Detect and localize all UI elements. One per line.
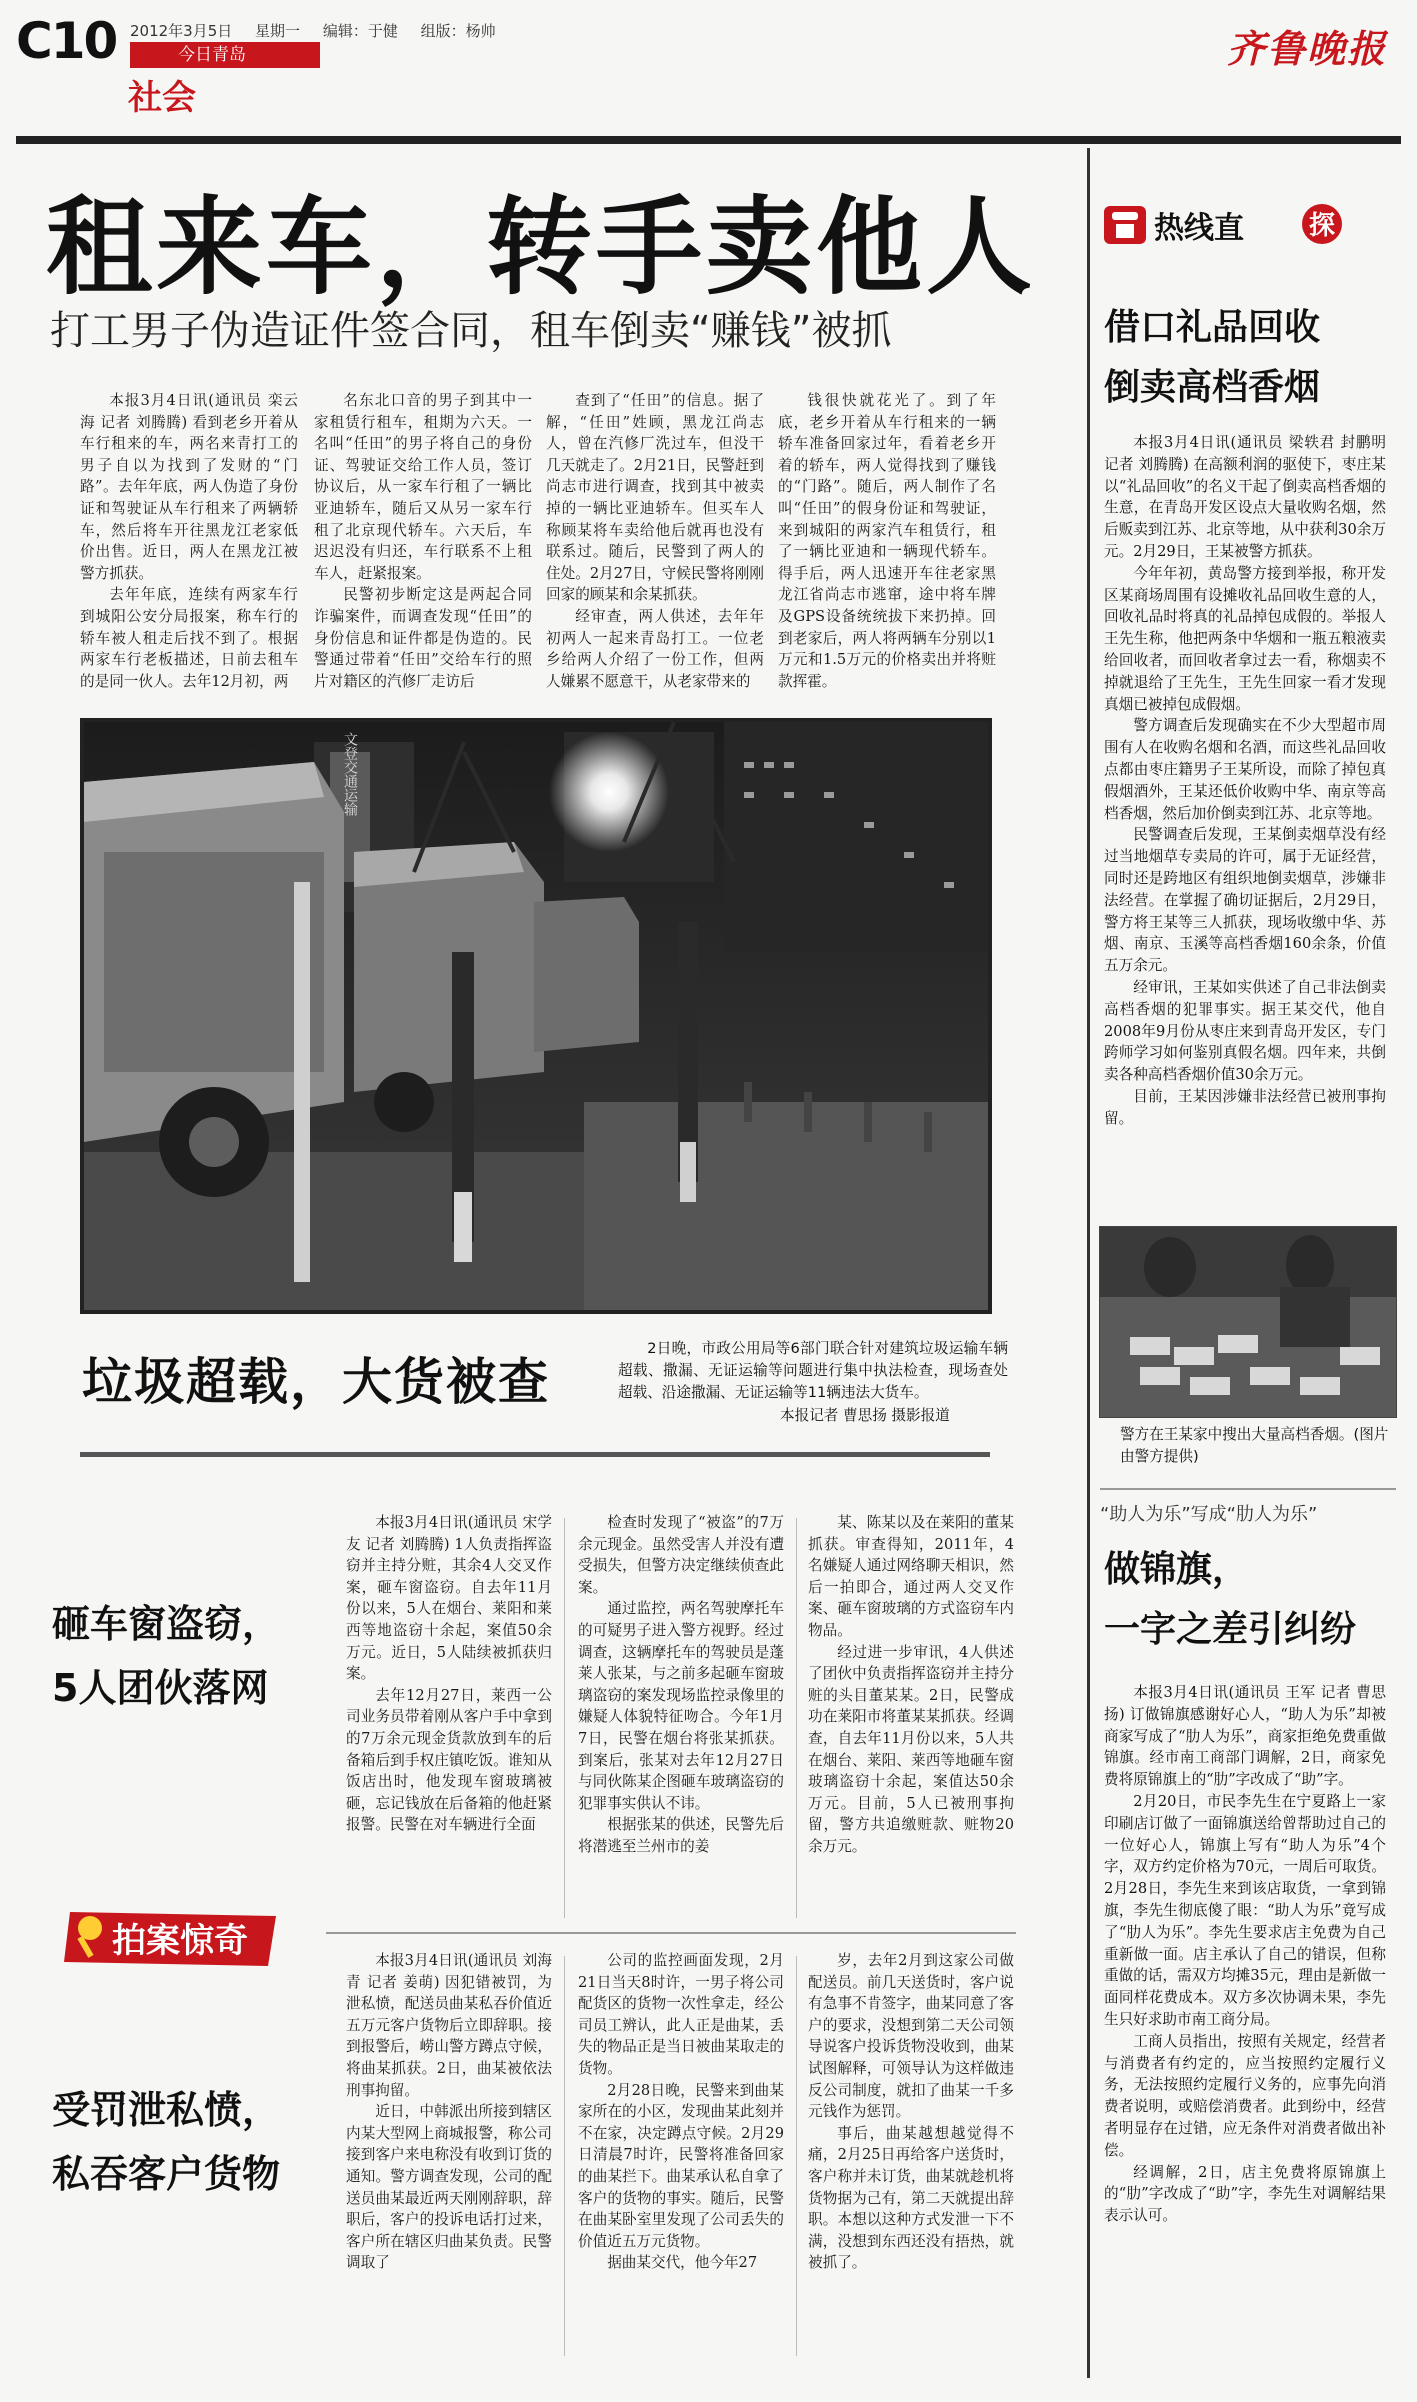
paianjingqi-badge	[62, 1906, 282, 1972]
story3-paragraph: 近日，中韩派出所接到辖区内某大型网上商城报警，称公司接到客户来电称没有收到订货的通知。警方调查发现，公司的配送员曲某最近两天刚刚辞职，辞职后，客户的投诉电话打过来，客户所在辖区归曲某负责。民警调取了	[346, 2103, 552, 2272]
layout-credit: 组版：杨帅	[420, 22, 496, 40]
right-column-border	[1087, 148, 1090, 2378]
photo-caption	[618, 1338, 1008, 1404]
section-name: 社会	[128, 78, 196, 118]
column-separator	[564, 1956, 565, 2356]
lead-column-3	[546, 390, 764, 692]
hotline-stamp: 探	[1308, 211, 1336, 241]
story3-paragraph: 事后，曲某越想越觉得不痛，2月25日再给客户送货时，客户称并未订货，曲某就趁机将货物据为己有，第二天就提出辞职。本想以这种方式发泄一下不满，没想到东西还没有捂热，就被抓了。	[808, 2124, 1014, 2272]
story2-paragraph: 本报3月4日讯(通讯员 宋学友 记者 刘腾腾) 1人负责指挥盗窃并主持分赃，其余4人交叉作案，砸车窗盗窃。自去年11月份以来，5人在烟台、莱阳和莱西等地盗窃十余起，案值50余万元。近日，5人陆续被抓获归案。	[346, 1514, 552, 1683]
story2-column-1	[346, 1512, 552, 1836]
story2-paragraph: 检查时发现了“被盗”的7万余元现金。虽然受害人并没有遭受损失，但警方决定继续侦查此案。	[578, 1514, 784, 1596]
story3-paragraph: 2月28日晚，民警来到曲某家所在的小区，发现曲某此刻并不在家，决定蹲点守候。2月29日清晨7时许，民警将准备回家的曲某拦下。曲某承认私自拿了客户的货物的事实。随后，民警在曲某卧室里发现了公司丢失的价值近五万元货物。	[578, 2081, 784, 2250]
edition-meta	[130, 20, 514, 41]
seized-cigarettes-photo	[1099, 1226, 1397, 1418]
lead-paragraph: 民警初步断定这是两起合同诈骗案件，而调查发现“任田”的身份信息和证件都是伪造的。民警通过带着“任田”交给车行的照片对籍区的汽修厂走访后	[314, 586, 532, 690]
story2-headline-line2: 5人团伙落网	[52, 1666, 269, 1710]
story-b-paragraph: 工商人员指出，按照有关规定，经营者与消费者有约定的，应当按照约定履行义务，无法按照约定履行义务的，应事先向消费者说明，或赔偿消费者。此到纷中，经营者明显存在过错，应无条件对消费者做出补偿。	[1104, 2032, 1386, 2159]
story-b-kicker: “助人为乐”写成“肋人为乐”	[1100, 1504, 1318, 1525]
gavel-icon	[78, 1916, 102, 1940]
story3-column-1	[346, 1950, 552, 2274]
story3-headline-line1: 受罚泄私愤，	[52, 2088, 281, 2132]
story3-column-3	[808, 1950, 1014, 2274]
story3-headline-line2: 私吞客户货物	[52, 2152, 281, 2196]
story-a-paragraph: 目前，王某因涉嫌非法经营已被刑事拘留。	[1104, 1087, 1386, 1127]
lead-subheadline: 打工男子伪造证件签合同，租车倒卖“赚钱”被抓	[50, 308, 892, 354]
lead-paragraph: 名东北口音的男子到其中一家租赁行租车，租期为六天。一名叫“任田”的男子将自己的身份证、驾驶证交给工作人员，签订协议后，从一家车行租了一辆比亚迪轿车，随后又从另一家车行租了北京现代轿车。六天后，车迟迟没有归还，车行联系不上租车人，赶紧报案。	[314, 392, 532, 582]
lead-column-4	[778, 390, 996, 692]
lead-paragraph: 本报3月4日讯(通讯员 栾云海 记者 刘腾腾) 看到老乡开着从车行租来的车，两名来青打工的男子自以为找到了发财的“门路”。去年年底，两人伪造了身份证和驾驶证从车行租来了两辆轿车，然后将车开往黑龙江老家低价出售。近日，两人在黑龙江被警方抓获。	[80, 392, 298, 582]
story3-headline	[52, 2078, 280, 2206]
roadside-sign-text: 文登交通运输	[342, 732, 358, 816]
edition-weekday: 星期一	[255, 22, 301, 40]
lead-paragraph: 查到了“任田”的信息。据了解，“任田”姓顾，黑龙江尚志人，曾在汽修厂洗过车，但没干几天就走了。2月21日，民警赶到尚志市进行调查，找到其中被卖掉的一辆比亚迪轿车。但买车人称顾某将车卖给他后就再也没有联系过。随后，民警到了两人的住处。2月27日，守候民警将刚刚回家的顾某和余某抓获。	[546, 392, 764, 604]
lead-column-1	[80, 390, 298, 692]
story3-column-2	[578, 1950, 784, 2274]
story-divider	[1100, 1488, 1396, 1490]
hotline-story-b-body	[1104, 1682, 1386, 2227]
header-rule	[16, 136, 1401, 144]
story-b-paragraph: 本报3月4日讯(通讯员 王军 记者 曹思扬) 订做锦旗感谢好心人，“助人为乐”却被商家写成了“肋人为乐”，商家拒绝免费重做锦旗。经市南工商部门调解，2日，商家免费将原锦旗上的“肋”字改成了“助”字。	[1104, 1684, 1386, 1789]
story-a-paragraph: 今年年初，黄岛警方接到举报，称开发区某商场周围有设摊收礼品回收生意的人，回收礼品时将真的礼品掉包成假的。举报人王先生称，他把两条中华烟和一瓶五粮液卖给回收者，而回收者拿过去一看，称烟卖不掉就退给了王先生，王先生回家一看才发现真烟已被掉包成假烟。	[1104, 564, 1386, 713]
badge-text: 拍案惊奇	[112, 1921, 248, 1961]
column-separator	[796, 1956, 797, 2356]
page-number: C10	[16, 12, 117, 70]
story-b-paragraph: 经调解，2日，店主免费将原锦旗上的“肋”字改成了“助”字，李先生对调解结果表示认可。	[1104, 2163, 1386, 2225]
story2-paragraph: 通过监控，两名驾驶摩托车的可疑男子进入警方视野。经过调查，这辆摩托车的驾驶员是蓬莱人张某，与之前多起砸车窗玻璃盗窃的案发现场监控录像里的嫌疑人体貌特征吻合。今年1月7日，民警在烟台将张某抓获。到案后，张某对去年12月27日与同伙陈某企图砸车玻璃盗窃的犯罪事实供认不讳。	[578, 1600, 784, 1812]
hotline-story-b-headline	[1104, 1540, 1356, 1660]
story-b-paragraph: 2月20日，市民李先生在宁夏路上一家印刷店订做了一面锦旗送给曾帮助过自己的一位好心人，锦旗上写有“助人为乐”4个字，双方约定价格为70元，一周后可取货。2月28日，李先生来到该店取货，一拿到锦旗，李先生彻底傻了眼：“助人为乐”竟写成了“肋人为乐”。李先生要求店主免费为自己重新做一面。店主承认了自己的错误，但称重做的话，需双方均摊35元，理由是新做一面同样花费成本。双方多次协调未果，李先生只好求助市南工商分局。	[1104, 1792, 1386, 2028]
edition-date: 2012年3月5日	[130, 22, 233, 40]
story-b-headline-line2: 一字之差引纠纷	[1104, 1609, 1357, 1650]
photo-caption-text: 2日晚，市政公用局等6部门联合针对建筑垃圾运输车辆超载、撒漏、无证运输等问题进行集中执法检查，现场查处超载、沿途撒漏、无证运输等11辆违法大货车。	[618, 1340, 1008, 1401]
story2-paragraph: 经过进一步审讯，4人供述了团伙中负责指挥盗窃并主持分赃的头目董某某。2日，民警成功在莱阳市将董某某抓获。经调查，自去年11月份以来，5人共在烟台、莱阳、莱西等地砸车窗玻璃盗窃十余起，案值达50余万元。目前，5人已被刑事拘留，警方共追缴赃款、赃物20余万元。	[808, 1643, 1014, 1855]
story-a-headline-line1: 借口礼品回收	[1104, 307, 1321, 348]
lead-paragraph: 钱很快就花光了。到了年底，老乡开着从车行租来的一辆轿车准备回家过年，看着老乡开着的轿车，两人觉得找到了赚钱的“门路”。随后，两人制作了名叫“任田”的假身份证和驾驶证，来到城阳的两家汽车租赁行，租了一辆比亚迪和一辆现代轿车。得手后，两人迅速开车往老家黑龙江省尚志市逃窜，途中将车牌及GPS设备统统拔下来扔掉。回到老家后，两人将两辆车分别以1万元和1.5万元的价格卖出并将赃款挥霍。	[778, 392, 996, 690]
section-divider	[80, 1452, 990, 1457]
story2-column-2	[578, 1512, 784, 1858]
photo-credit: 本报记者 曹思扬 摄影报道	[780, 1407, 950, 1424]
hotline-banner	[1102, 200, 1402, 250]
story-a-paragraph: 经审讯，王某如实供述了自己非法倒卖高档香烟的犯罪事实。据王某交代，他自2008年9月份从枣庄来到青岛开发区，专门跨师学习如何鉴别真假名烟。四年来，共倒卖各种高档香烟价值30余万元。	[1104, 978, 1386, 1084]
story-divider	[326, 1932, 1016, 1934]
section-tab: 今日青岛	[130, 42, 320, 68]
story3-paragraph: 本报3月4日讯(通讯员 刘海青 记者 姜萌) 因犯错被罚，为泄私愤，配送员曲某私吞价值近五万元客户货物后立即辞职。接到报警后，崂山警方蹲点守候，将曲某抓获。2日，曲某被依法刑事拘留。	[346, 1952, 552, 2099]
story2-paragraph: 某、陈某以及在莱阳的董某抓获。审查得知，2011年，4名嫌疑人通过网络聊天相识，然后一拍即合，通过两人交叉作案、砸车窗玻璃的方式盗窃车内物品。	[808, 1514, 1014, 1639]
column-separator	[564, 1518, 565, 1918]
story-b-headline-line1: 做锦旗，	[1104, 1549, 1249, 1590]
story-a-paragraph: 警方调查后发现确实在不少大型超市周围有人在收购名烟和名酒，而这些礼品回收点都由枣庄籍男子王某所设，而除了掉包真假烟酒外，王某还低价收购中华、南京等高档香烟，然后加价倒卖到江苏、北京等地。	[1104, 717, 1386, 822]
night-trucks-photo	[80, 718, 992, 1314]
editor-credit: 编辑：于健	[322, 22, 398, 40]
story2-paragraph: 去年12月27日，莱西一公司业务员带着刚从客户手中拿到的7万余元现金货款放到车的后备箱后到手权庄镇吃饭。谁知从饭店出时，他发现车窗玻璃被砸，忘记钱放在后备箱的他赶紧报警。民警在对车辆进行全面	[346, 1686, 552, 1834]
story2-column-3	[808, 1512, 1014, 1858]
hotline-story-a-body	[1104, 432, 1386, 1130]
newspaper-masthead-logo: 齐鲁晚报	[1226, 26, 1387, 71]
story2-headline	[52, 1592, 280, 1720]
column-separator	[796, 1518, 797, 1918]
story-a-headline-line2: 倒卖高档香烟	[1104, 367, 1321, 408]
hotline-story-a-headline	[1104, 298, 1320, 418]
photo-story-headline: 垃圾超载，大货被查	[82, 1353, 550, 1411]
lead-column-2	[314, 390, 532, 692]
right-photo-caption: 警方在王某家中搜出大量高档香烟。(图片由警方提供)	[1120, 1426, 1389, 1465]
lead-paragraph: 去年年底，连续有两家车行到城阳公安分局报案，称车行的轿车被人租走后找不到了。根据两家车行老板描述，日前去租车的是同一伙人。去年12月初，两	[80, 586, 298, 690]
story3-paragraph: 岁，去年2月到这家公司做配送员。前几天送货时，客户说有急事不肯签字，曲某同意了客户的要求，没想到第二天公司领导说客户投诉货物没收到，曲某试图解释，可领导认为这样做违反公司制度，就扣了曲某一千多元钱作为惩罚。	[808, 1952, 1014, 2121]
story3-paragraph: 公司的监控画面发现，2月21日当天8时许，一男子将公司配货区的货物一次性拿走，经公司员工辨认，此人正是曲某，丢失的物品正是当日被曲某取走的货物。	[578, 1952, 784, 2077]
story2-headline-line1: 砸车窗盗窃，	[52, 1602, 281, 1646]
story2-paragraph: 根据张某的供述，民警先后将潜逃至兰州市的姜	[578, 1816, 784, 1855]
hotline-label: 热线直	[1154, 211, 1244, 246]
lead-paragraph: 经审查，两人供述，去年年初两人一起来青岛打工。一位老乡给两人介绍了一份工作，但两人嫌累不愿意干，从老家带来的	[546, 607, 764, 690]
story-a-paragraph: 民警调查后发现，王某倒卖烟草没有经过当地烟草专卖局的许可，属于无证经营，同时还是跨地区有组织地倒卖烟草，涉嫌非法经营。在掌握了确切证据后，2月29日，警方将王某等三人抓获，现场收缴中华、苏烟、南京、玉溪等高档香烟160余条，价值五万余元。	[1104, 826, 1386, 975]
story3-paragraph: 据曲某交代，他今年27	[607, 2254, 758, 2272]
lead-headline: 租来车，转手卖他人	[46, 186, 1036, 309]
story-a-paragraph: 本报3月4日讯(通讯员 梁轶君 封鹏明 记者 刘腾腾) 在高额利润的驱使下，枣庄某以“礼品回收”的名义干起了倒卖高档香烟的生意，在青岛开发区设点大量收购名烟，然后贩卖到江苏、北京等地，从中获利30余万元。2月29日，王某被警方抓获。	[1104, 434, 1386, 560]
